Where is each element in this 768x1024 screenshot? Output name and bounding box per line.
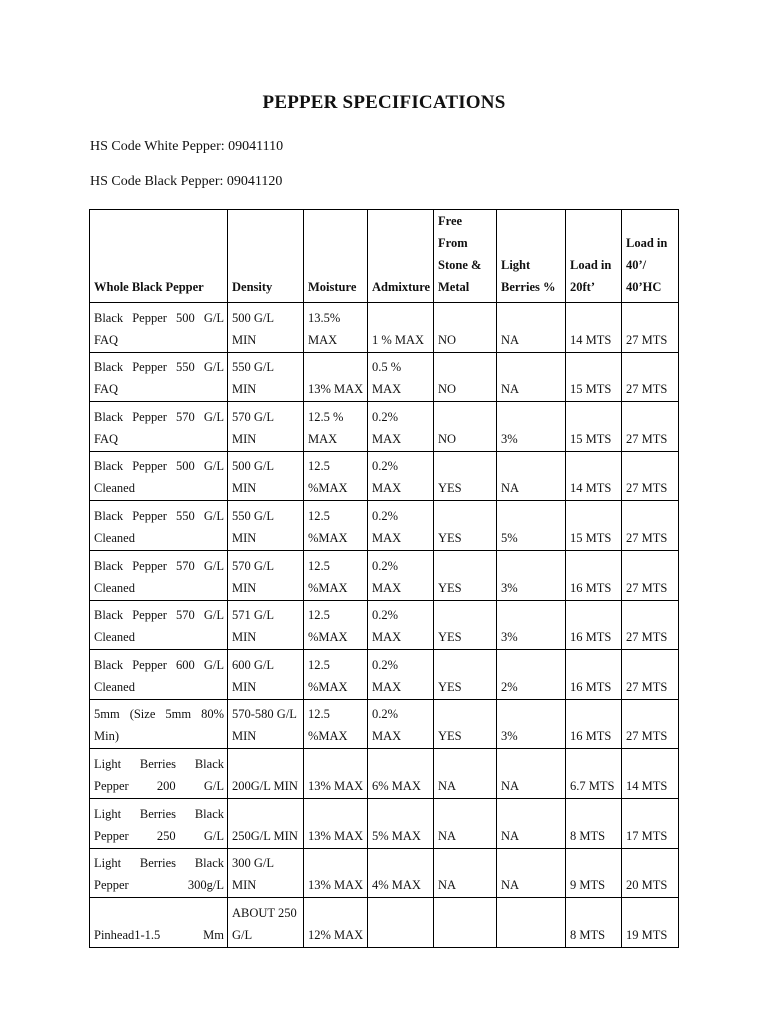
- hs-code-white-pepper: HS Code White Pepper: 09041110: [90, 139, 284, 154]
- cell-light-berries-text: NA: [501, 382, 520, 397]
- cell-load-40ft-text: 27 MTS: [626, 332, 668, 347]
- pepper-spec-table: [89, 209, 679, 948]
- cell-admixture-text: 0.2% MAX: [372, 707, 402, 744]
- cell-load-20ft-text: 16 MTS: [570, 729, 612, 744]
- cell-density-text: 550 G/L MIN: [232, 508, 274, 545]
- cell-grade-text: 5mm (Size 5mm 80% Min): [94, 707, 224, 744]
- cell-admixture: [368, 352, 434, 402]
- cell-light-berries-text: NA: [501, 332, 520, 347]
- header-whole-black-pepper: Whole Black Pepper: [90, 210, 228, 303]
- cell-load-40ft-text: 27 MTS: [626, 431, 668, 446]
- cell-density-text: 200G/L MIN: [232, 778, 298, 793]
- cell-free-from-stone-text: NA: [438, 778, 457, 793]
- cell-grade: [90, 501, 228, 551]
- cell-load-40ft-text: 27 MTS: [626, 630, 668, 645]
- cell-grade-text: Black Pepper 550 G/L Cleaned: [94, 508, 224, 545]
- cell-grade-text: Black Pepper 570 G/L Cleaned: [94, 608, 224, 645]
- cell-load-40ft: [622, 600, 679, 650]
- table-row: [90, 848, 679, 898]
- cell-free-from-stone-text: YES: [438, 679, 462, 694]
- cell-grade-text: Light Berries Black Pepper 300g/L: [94, 856, 224, 893]
- cell-light-berries-text: 2%: [501, 679, 518, 694]
- cell-load-20ft-text: 6.7 MTS: [570, 778, 615, 793]
- cell-load-40ft: [622, 352, 679, 402]
- cell-admixture: [368, 501, 434, 551]
- cell-grade-text: Black Pepper 550 G/L FAQ: [94, 360, 224, 397]
- cell-light-berries: [497, 550, 566, 600]
- cell-load-40ft-text: 27 MTS: [626, 530, 668, 545]
- cell-moisture-text: 12.5 %MAX: [308, 558, 348, 595]
- cell-light-berries: [497, 699, 566, 749]
- cell-free-from-stone: [434, 898, 497, 948]
- cell-density-text: 300 G/L MIN: [232, 856, 274, 893]
- cell-density: [228, 898, 304, 948]
- cell-admixture-text: 0.2% MAX: [372, 409, 402, 446]
- cell-grade: [90, 303, 228, 353]
- cell-load-40ft-text: 20 MTS: [626, 878, 668, 893]
- table-body: [90, 303, 679, 948]
- cell-light-berries-text: NA: [501, 481, 520, 496]
- cell-grade-text: Pinhead1-1.5 Mm: [94, 927, 224, 942]
- cell-load-20ft-text: 15 MTS: [570, 431, 612, 446]
- cell-light-berries: [497, 650, 566, 700]
- cell-light-berries-text: 3%: [501, 729, 518, 744]
- cell-moisture: [304, 898, 368, 948]
- cell-load-40ft-text: 27 MTS: [626, 580, 668, 595]
- cell-load-40ft: [622, 798, 679, 848]
- cell-light-berries: [497, 303, 566, 353]
- cell-free-from-stone: [434, 303, 497, 353]
- cell-moisture: [304, 650, 368, 700]
- cell-load-20ft-text: 8 MTS: [570, 828, 606, 843]
- cell-light-berries: [497, 501, 566, 551]
- cell-load-20ft: [566, 451, 622, 501]
- cell-load-20ft: [566, 501, 622, 551]
- cell-density: [228, 600, 304, 650]
- cell-admixture: [368, 650, 434, 700]
- cell-moisture: [304, 402, 368, 452]
- cell-moisture-text: 12.5 %MAX: [308, 657, 348, 694]
- cell-moisture: [304, 848, 368, 898]
- cell-load-20ft: [566, 303, 622, 353]
- cell-load-20ft-text: 16 MTS: [570, 580, 612, 595]
- cell-load-40ft: [622, 501, 679, 551]
- cell-grade: [90, 600, 228, 650]
- cell-grade-text: Black Pepper 500 G/L Cleaned: [94, 459, 224, 496]
- cell-admixture-text: 4% MAX: [372, 878, 421, 893]
- cell-load-40ft-text: 27 MTS: [626, 679, 668, 694]
- cell-moisture-text: 12.5 %MAX: [308, 707, 348, 744]
- cell-light-berries-text: 3%: [501, 580, 518, 595]
- cell-admixture: [368, 699, 434, 749]
- cell-admixture: [368, 402, 434, 452]
- cell-density-text: 570 G/L MIN: [232, 558, 274, 595]
- cell-admixture-text: 0.5 % MAX: [372, 360, 402, 397]
- cell-load-40ft: [622, 749, 679, 799]
- cell-load-20ft: [566, 749, 622, 799]
- cell-load-40ft-text: 27 MTS: [626, 382, 668, 397]
- cell-load-40ft: [622, 303, 679, 353]
- cell-free-from-stone: [434, 352, 497, 402]
- cell-density: [228, 303, 304, 353]
- cell-moisture: [304, 798, 368, 848]
- table-row: [90, 699, 679, 749]
- cell-load-20ft-text: 14 MTS: [570, 332, 612, 347]
- cell-density-text: 500 G/L MIN: [232, 459, 274, 496]
- cell-density: [228, 451, 304, 501]
- cell-light-berries-text: 3%: [501, 630, 518, 645]
- cell-free-from-stone: [434, 402, 497, 452]
- cell-free-from-stone-text: NA: [438, 828, 457, 843]
- table-row: [90, 352, 679, 402]
- cell-load-40ft: [622, 699, 679, 749]
- cell-density: [228, 352, 304, 402]
- cell-density-text: 500 G/L MIN: [232, 310, 274, 347]
- cell-load-20ft-text: 9 MTS: [570, 878, 606, 893]
- cell-light-berries: [497, 402, 566, 452]
- cell-grade: [90, 749, 228, 799]
- cell-moisture-text: 13% MAX: [308, 878, 364, 893]
- cell-load-20ft: [566, 600, 622, 650]
- cell-load-40ft-text: 27 MTS: [626, 729, 668, 744]
- cell-admixture-text: 0.2% MAX: [372, 608, 402, 645]
- cell-load-20ft: [566, 699, 622, 749]
- cell-free-from-stone-text: YES: [438, 580, 462, 595]
- cell-load-40ft-text: 19 MTS: [626, 927, 668, 942]
- table-row: [90, 798, 679, 848]
- cell-light-berries: [497, 798, 566, 848]
- cell-admixture: [368, 303, 434, 353]
- cell-density: [228, 402, 304, 452]
- cell-grade-text: Black Pepper 570 G/L FAQ: [94, 409, 224, 446]
- cell-moisture: [304, 699, 368, 749]
- cell-load-20ft: [566, 798, 622, 848]
- cell-free-from-stone: [434, 848, 497, 898]
- cell-free-from-stone-text: NO: [438, 431, 457, 446]
- cell-moisture: [304, 749, 368, 799]
- cell-free-from-stone: [434, 451, 497, 501]
- cell-grade: [90, 402, 228, 452]
- cell-grade: [90, 798, 228, 848]
- cell-admixture: [368, 749, 434, 799]
- cell-load-20ft: [566, 352, 622, 402]
- cell-moisture-text: 13.5% MAX: [308, 310, 341, 347]
- cell-moisture: [304, 352, 368, 402]
- cell-density-text: 600 G/L MIN: [232, 657, 274, 694]
- header-density: Density: [228, 210, 304, 303]
- cell-moisture-text: 12.5 %MAX: [308, 459, 348, 496]
- cell-grade: [90, 550, 228, 600]
- header-light-berries: Light Berries %: [497, 210, 566, 303]
- header-load-20ft: Load in 20ft’: [566, 210, 622, 303]
- table-header-row: [90, 210, 679, 303]
- cell-moisture-text: 12% MAX: [308, 927, 364, 942]
- table-row: [90, 402, 679, 452]
- cell-grade-text: Black Pepper 570 G/L Cleaned: [94, 558, 224, 595]
- cell-grade: [90, 898, 228, 948]
- table-row: [90, 650, 679, 700]
- cell-load-40ft: [622, 650, 679, 700]
- cell-density: [228, 749, 304, 799]
- cell-density: [228, 650, 304, 700]
- cell-load-40ft: [622, 898, 679, 948]
- header-load-40ft: Load in 40’/ 40’HC: [622, 210, 679, 303]
- cell-density-text: 570-580 G/L MIN: [232, 707, 297, 744]
- cell-admixture: [368, 600, 434, 650]
- cell-grade-text: Light Berries Black Pepper 200 G/L: [94, 756, 224, 793]
- cell-load-20ft: [566, 650, 622, 700]
- cell-light-berries: [497, 848, 566, 898]
- cell-admixture-text: 0.2% MAX: [372, 508, 402, 545]
- hs-code-black-pepper: HS Code Black Pepper: 09041120: [90, 174, 283, 189]
- cell-load-40ft: [622, 550, 679, 600]
- cell-free-from-stone: [434, 600, 497, 650]
- cell-free-from-stone-text: YES: [438, 530, 462, 545]
- cell-load-40ft: [622, 848, 679, 898]
- table-row: [90, 303, 679, 353]
- cell-load-40ft-text: 27 MTS: [626, 481, 668, 496]
- cell-free-from-stone: [434, 501, 497, 551]
- cell-free-from-stone: [434, 699, 497, 749]
- cell-admixture-text: 5% MAX: [372, 828, 421, 843]
- table-row: [90, 451, 679, 501]
- cell-free-from-stone-text: YES: [438, 630, 462, 645]
- cell-moisture: [304, 600, 368, 650]
- cell-light-berries-text: NA: [501, 778, 520, 793]
- cell-free-from-stone-text: NO: [438, 382, 457, 397]
- cell-free-from-stone: [434, 749, 497, 799]
- cell-moisture-text: 12.5 %MAX: [308, 608, 348, 645]
- cell-admixture-text: 1 % MAX: [372, 332, 425, 347]
- cell-light-berries: [497, 352, 566, 402]
- header-free-from-stone-metal: Free From Stone & Metal: [434, 210, 497, 303]
- cell-grade: [90, 451, 228, 501]
- cell-load-40ft: [622, 402, 679, 452]
- cell-load-20ft-text: 8 MTS: [570, 927, 606, 942]
- cell-admixture: [368, 798, 434, 848]
- cell-moisture: [304, 451, 368, 501]
- cell-density-text: ABOUT 250 G/L: [232, 905, 297, 942]
- cell-admixture: [368, 898, 434, 948]
- cell-grade-text: Black Pepper 600 G/L Cleaned: [94, 657, 224, 694]
- cell-density: [228, 798, 304, 848]
- cell-admixture-text: 0.2% MAX: [372, 558, 402, 595]
- cell-grade: [90, 352, 228, 402]
- cell-load-20ft-text: 14 MTS: [570, 481, 612, 496]
- cell-admixture: [368, 550, 434, 600]
- cell-light-berries-text: 5%: [501, 530, 518, 545]
- header-moisture: Moisture: [304, 210, 368, 303]
- cell-moisture-text: 12.5 %MAX: [308, 508, 348, 545]
- cell-free-from-stone: [434, 550, 497, 600]
- cell-density: [228, 848, 304, 898]
- page-title: PEPPER SPECIFICATIONS: [262, 92, 506, 113]
- cell-admixture-text: 0.2% MAX: [372, 657, 402, 694]
- cell-moisture-text: 13% MAX: [308, 828, 364, 843]
- cell-load-20ft: [566, 550, 622, 600]
- cell-grade: [90, 699, 228, 749]
- cell-load-40ft: [622, 451, 679, 501]
- cell-light-berries: [497, 451, 566, 501]
- cell-light-berries: [497, 600, 566, 650]
- cell-moisture-text: 12.5 % MAX: [308, 409, 344, 446]
- cell-load-40ft-text: 14 MTS: [626, 778, 668, 793]
- header-admixture: Admixture: [368, 210, 434, 303]
- cell-grade: [90, 650, 228, 700]
- table-row: [90, 600, 679, 650]
- cell-density-text: 550 G/L MIN: [232, 360, 274, 397]
- cell-free-from-stone: [434, 798, 497, 848]
- cell-load-20ft: [566, 402, 622, 452]
- cell-light-berries: [497, 898, 566, 948]
- cell-free-from-stone-text: NO: [438, 332, 457, 347]
- cell-light-berries-text: NA: [501, 878, 520, 893]
- cell-load-20ft-text: 15 MTS: [570, 382, 612, 397]
- cell-density-text: 250G/L MIN: [232, 828, 298, 843]
- table-row: [90, 501, 679, 551]
- cell-load-20ft: [566, 898, 622, 948]
- cell-light-berries-text: 3%: [501, 431, 518, 446]
- cell-load-20ft-text: 16 MTS: [570, 630, 612, 645]
- cell-moisture-text: 13% MAX: [308, 778, 364, 793]
- cell-grade-text: Black Pepper 500 G/L FAQ: [94, 310, 224, 347]
- cell-density-text: 570 G/L MIN: [232, 409, 274, 446]
- cell-free-from-stone: [434, 650, 497, 700]
- cell-admixture: [368, 848, 434, 898]
- table-row: [90, 550, 679, 600]
- cell-grade-text: Light Berries Black Pepper 250 G/L: [94, 806, 224, 843]
- cell-moisture: [304, 303, 368, 353]
- cell-free-from-stone-text: YES: [438, 481, 462, 496]
- cell-admixture-text: 6% MAX: [372, 778, 421, 793]
- cell-load-40ft-text: 17 MTS: [626, 828, 668, 843]
- cell-density: [228, 699, 304, 749]
- table-row: [90, 749, 679, 799]
- cell-light-berries-text: NA: [501, 828, 520, 843]
- cell-free-from-stone-text: YES: [438, 729, 462, 744]
- cell-density: [228, 501, 304, 551]
- cell-admixture: [368, 451, 434, 501]
- cell-grade: [90, 848, 228, 898]
- cell-load-20ft: [566, 848, 622, 898]
- cell-light-berries: [497, 749, 566, 799]
- cell-free-from-stone-text: NA: [438, 878, 457, 893]
- cell-load-20ft-text: 15 MTS: [570, 530, 612, 545]
- cell-density: [228, 550, 304, 600]
- table-row: [90, 898, 679, 948]
- cell-moisture: [304, 550, 368, 600]
- cell-load-20ft-text: 16 MTS: [570, 679, 612, 694]
- cell-density-text: 571 G/L MIN: [232, 608, 274, 645]
- cell-moisture-text: 13% MAX: [308, 382, 364, 397]
- cell-admixture-text: 0.2% MAX: [372, 459, 402, 496]
- cell-moisture: [304, 501, 368, 551]
